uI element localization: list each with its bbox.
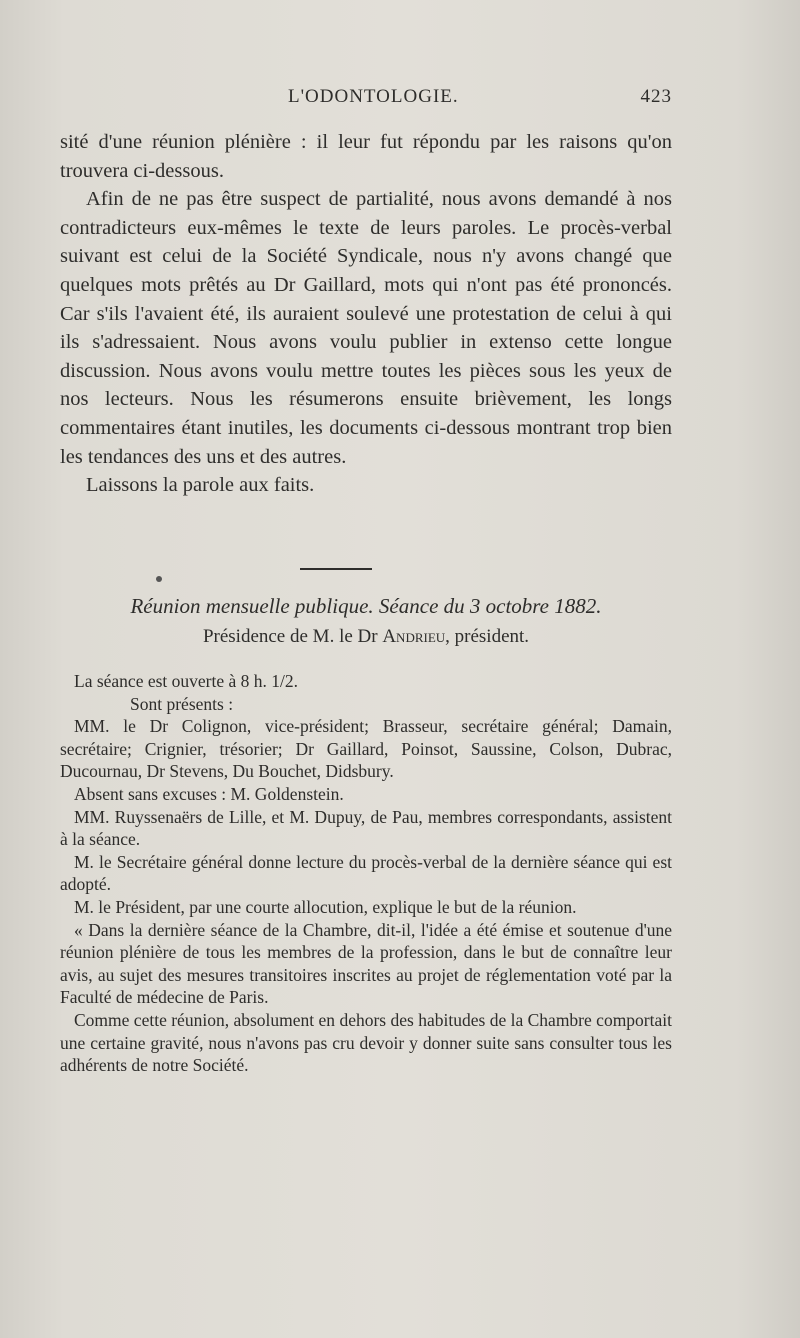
meeting-title: Réunion mensuelle publique. Séance du 3 octobre 1882.	[130, 594, 602, 618]
journal-title: L'ODONTOLOGIE.	[288, 86, 459, 107]
paragraph-continuation: sité d'une réunion plénière : il leur fut répondu par les raisons qu'on trouvera ci-dessous.	[60, 131, 672, 182]
paragraph-facts: Laissons la parole aux faits.	[86, 474, 315, 497]
minutes-gravity: Comme cette réunion, absolument en dehors des habitudes de la Chambre comportait une certaine gravité, nous n'avons pas cru devoir y donner suite sans consulter tous les adhérents de notre Société.	[60, 1009, 672, 1076]
minutes-reading: M. le Secrétaire général donne lecture du procès-verbal de la dernière séance qui est adopté.	[60, 851, 672, 895]
paragraph-partiality: Afin de ne pas être suspect de partialité, nous avons demandé à nos contradicteurs eux-mêmes le texte de leurs paroles. Le procès-verbal suivant est celui de la Société Syndicale, nous n'y avons changé que quelques mots prêtés au Dr Gaillard, mots qui n'ont pas été prononcés. Car s'ils l'avaient été, ils auraient soulevé une protestation de celui à qui ils s'adressaient. Nous avons voulu publier in extenso cette longue discussion. Nous avons voulu mettre toutes les pièces sous les yeux de nos lecteurs. Nous les résumerons ensuite brièvement, les longs commentaires étant inutiles, les documents ci-dessous montrant trop bien les tendances des uns et des autres.	[60, 188, 672, 468]
presidence-prefix: Présidence de M. le Dr	[202, 626, 378, 647]
minutes-quote: « Dans la dernière séance de la Chambre, dit-il, l'idée a été émise et soutenue d'une réunion plénière de tous les membres de la profession, dans le but de connaître leur avis, au sujet des mesures transitoires inscrites au projet de réglementation voté par la Faculté de médecine de Paris.	[60, 919, 672, 1008]
president-name: Andrieu	[382, 626, 446, 647]
ink-speck	[156, 576, 162, 582]
minutes-opening: La séance est ouverte à 8 h. 1/2.	[74, 671, 299, 691]
page-number: 423	[640, 86, 672, 107]
minutes-absent: Absent sans excuses : M. Goldenstein.	[74, 783, 344, 804]
presidence-line	[60, 626, 672, 648]
section-rule	[300, 568, 372, 570]
minutes-present-label: Sont présents :	[130, 693, 234, 714]
minutes-president-speech: M. le Président, par une courte allocution, explique le but de la réunion.	[74, 896, 577, 917]
body-text	[60, 128, 672, 500]
running-header	[60, 86, 672, 112]
minutes-correspondents: MM. Ruyssenaërs de Lille, et M. Dupuy, de Pau, membres correspondants, assistent à la séance.	[60, 806, 672, 850]
presidence-suffix: , président.	[445, 626, 530, 647]
meeting-minutes	[60, 670, 672, 1077]
minutes-present-list: MM. le Dr Colignon, vice-président; Brasseur, secrétaire général; Damain, secrétaire; Crignier, trésorier; Dr Gaillard, Poinsot, Saussine, Colson, Dubrac, Ducournau, Dr Stevens, Du Bouchet, Didsbury.	[60, 716, 672, 782]
